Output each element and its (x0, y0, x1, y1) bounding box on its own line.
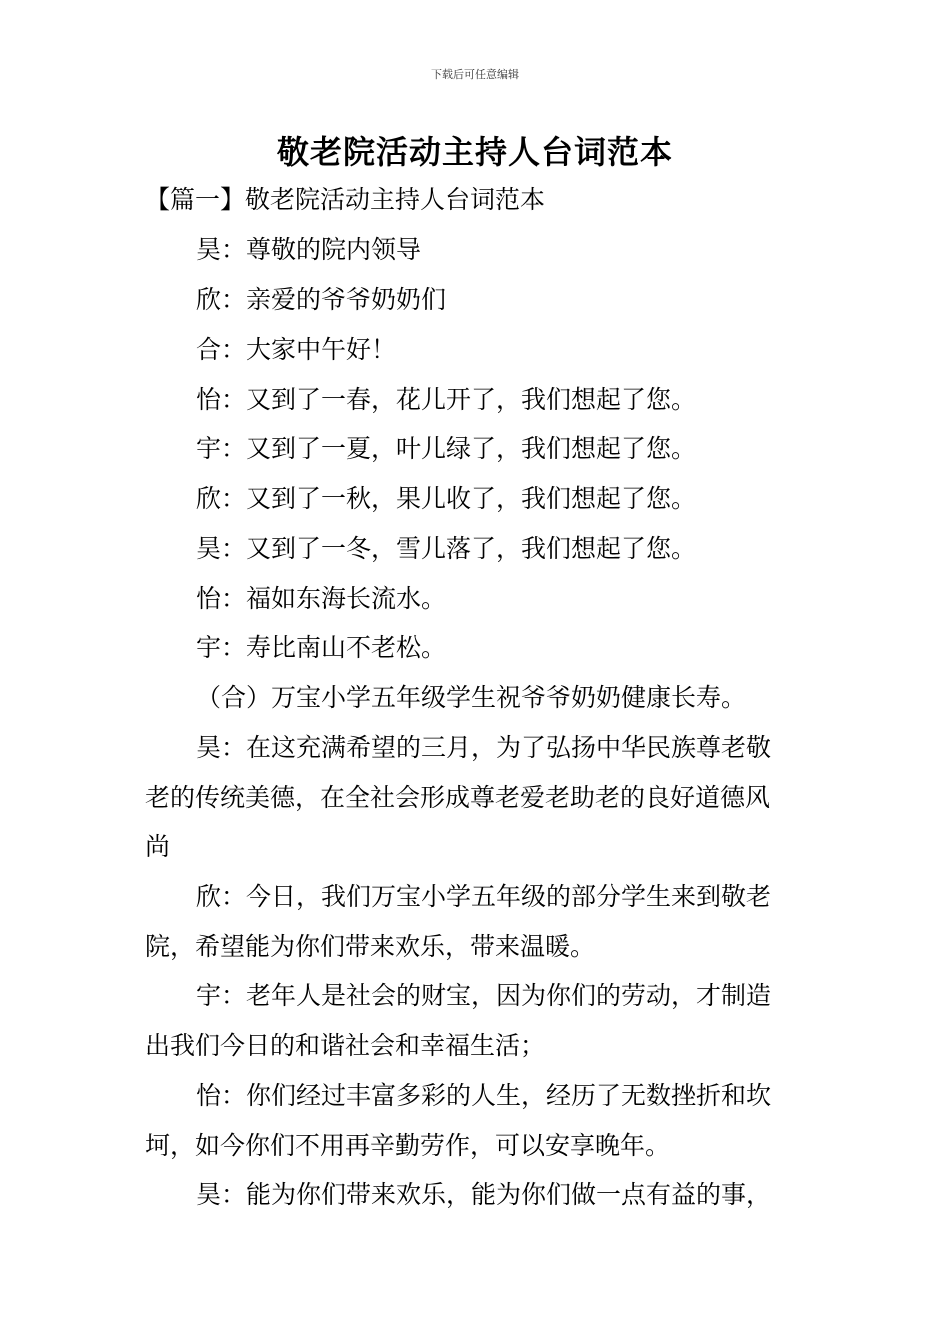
paragraph-line: 老的传统美德，在全社会形成尊老爱老助老的良好道德风 (145, 783, 771, 812)
paragraph-line: 院，希望能为你们带来欢乐，带来温暖。 (145, 932, 596, 961)
paragraph-line: 坷，如今你们不用再辛勤劳作，可以安享晚年。 (145, 1131, 671, 1160)
header-note: 下载后可任意编辑 (431, 68, 519, 81)
script-line: 昊：又到了一冬，雪儿落了，我们想起了您。 (196, 534, 697, 563)
paragraph-line: 怡：你们经过丰富多彩的人生，经历了无数挫折和坎 (196, 1081, 772, 1110)
paragraph-line: 昊：在这充满希望的三月，为了弘扬中华民族尊老敬 (196, 733, 772, 762)
section-heading: 【篇一】敬老院活动主持人台词范本 (145, 185, 546, 214)
script-line: 欣：亲爱的爷爷奶奶们 (196, 285, 447, 314)
paragraph-line: 欣：今日，我们万宝小学五年级的部分学生来到敬老 (196, 882, 772, 911)
paragraph-line: 宇：老年人是社会的财宝，因为你们的劳动，才制造 (196, 981, 772, 1010)
paragraph-line: 昊：能为你们带来欢乐，能为你们做一点有益的事， (196, 1180, 772, 1209)
script-line: 怡：福如东海长流水。 (196, 584, 447, 613)
script-line: （合）万宝小学五年级学生祝爷爷奶奶健康长寿。 (196, 683, 747, 712)
script-line: 宇：又到了一夏，叶儿绿了，我们想起了您。 (196, 434, 697, 463)
paragraph-line: 尚 (145, 832, 171, 861)
script-line: 欣：又到了一秋，果儿收了，我们想起了您。 (196, 484, 697, 513)
script-line: 昊：尊敬的院内领导 (196, 235, 422, 264)
script-line: 宇：寿比南山不老松。 (196, 633, 447, 662)
script-line: 合：大家中午好！ (196, 335, 397, 364)
script-line: 怡：又到了一春，花儿开了，我们想起了您。 (196, 385, 697, 414)
document-title: 敬老院活动主持人台词范本 (276, 133, 673, 171)
paragraph-line: 出我们今日的和谐社会和幸福生活； (145, 1031, 546, 1060)
